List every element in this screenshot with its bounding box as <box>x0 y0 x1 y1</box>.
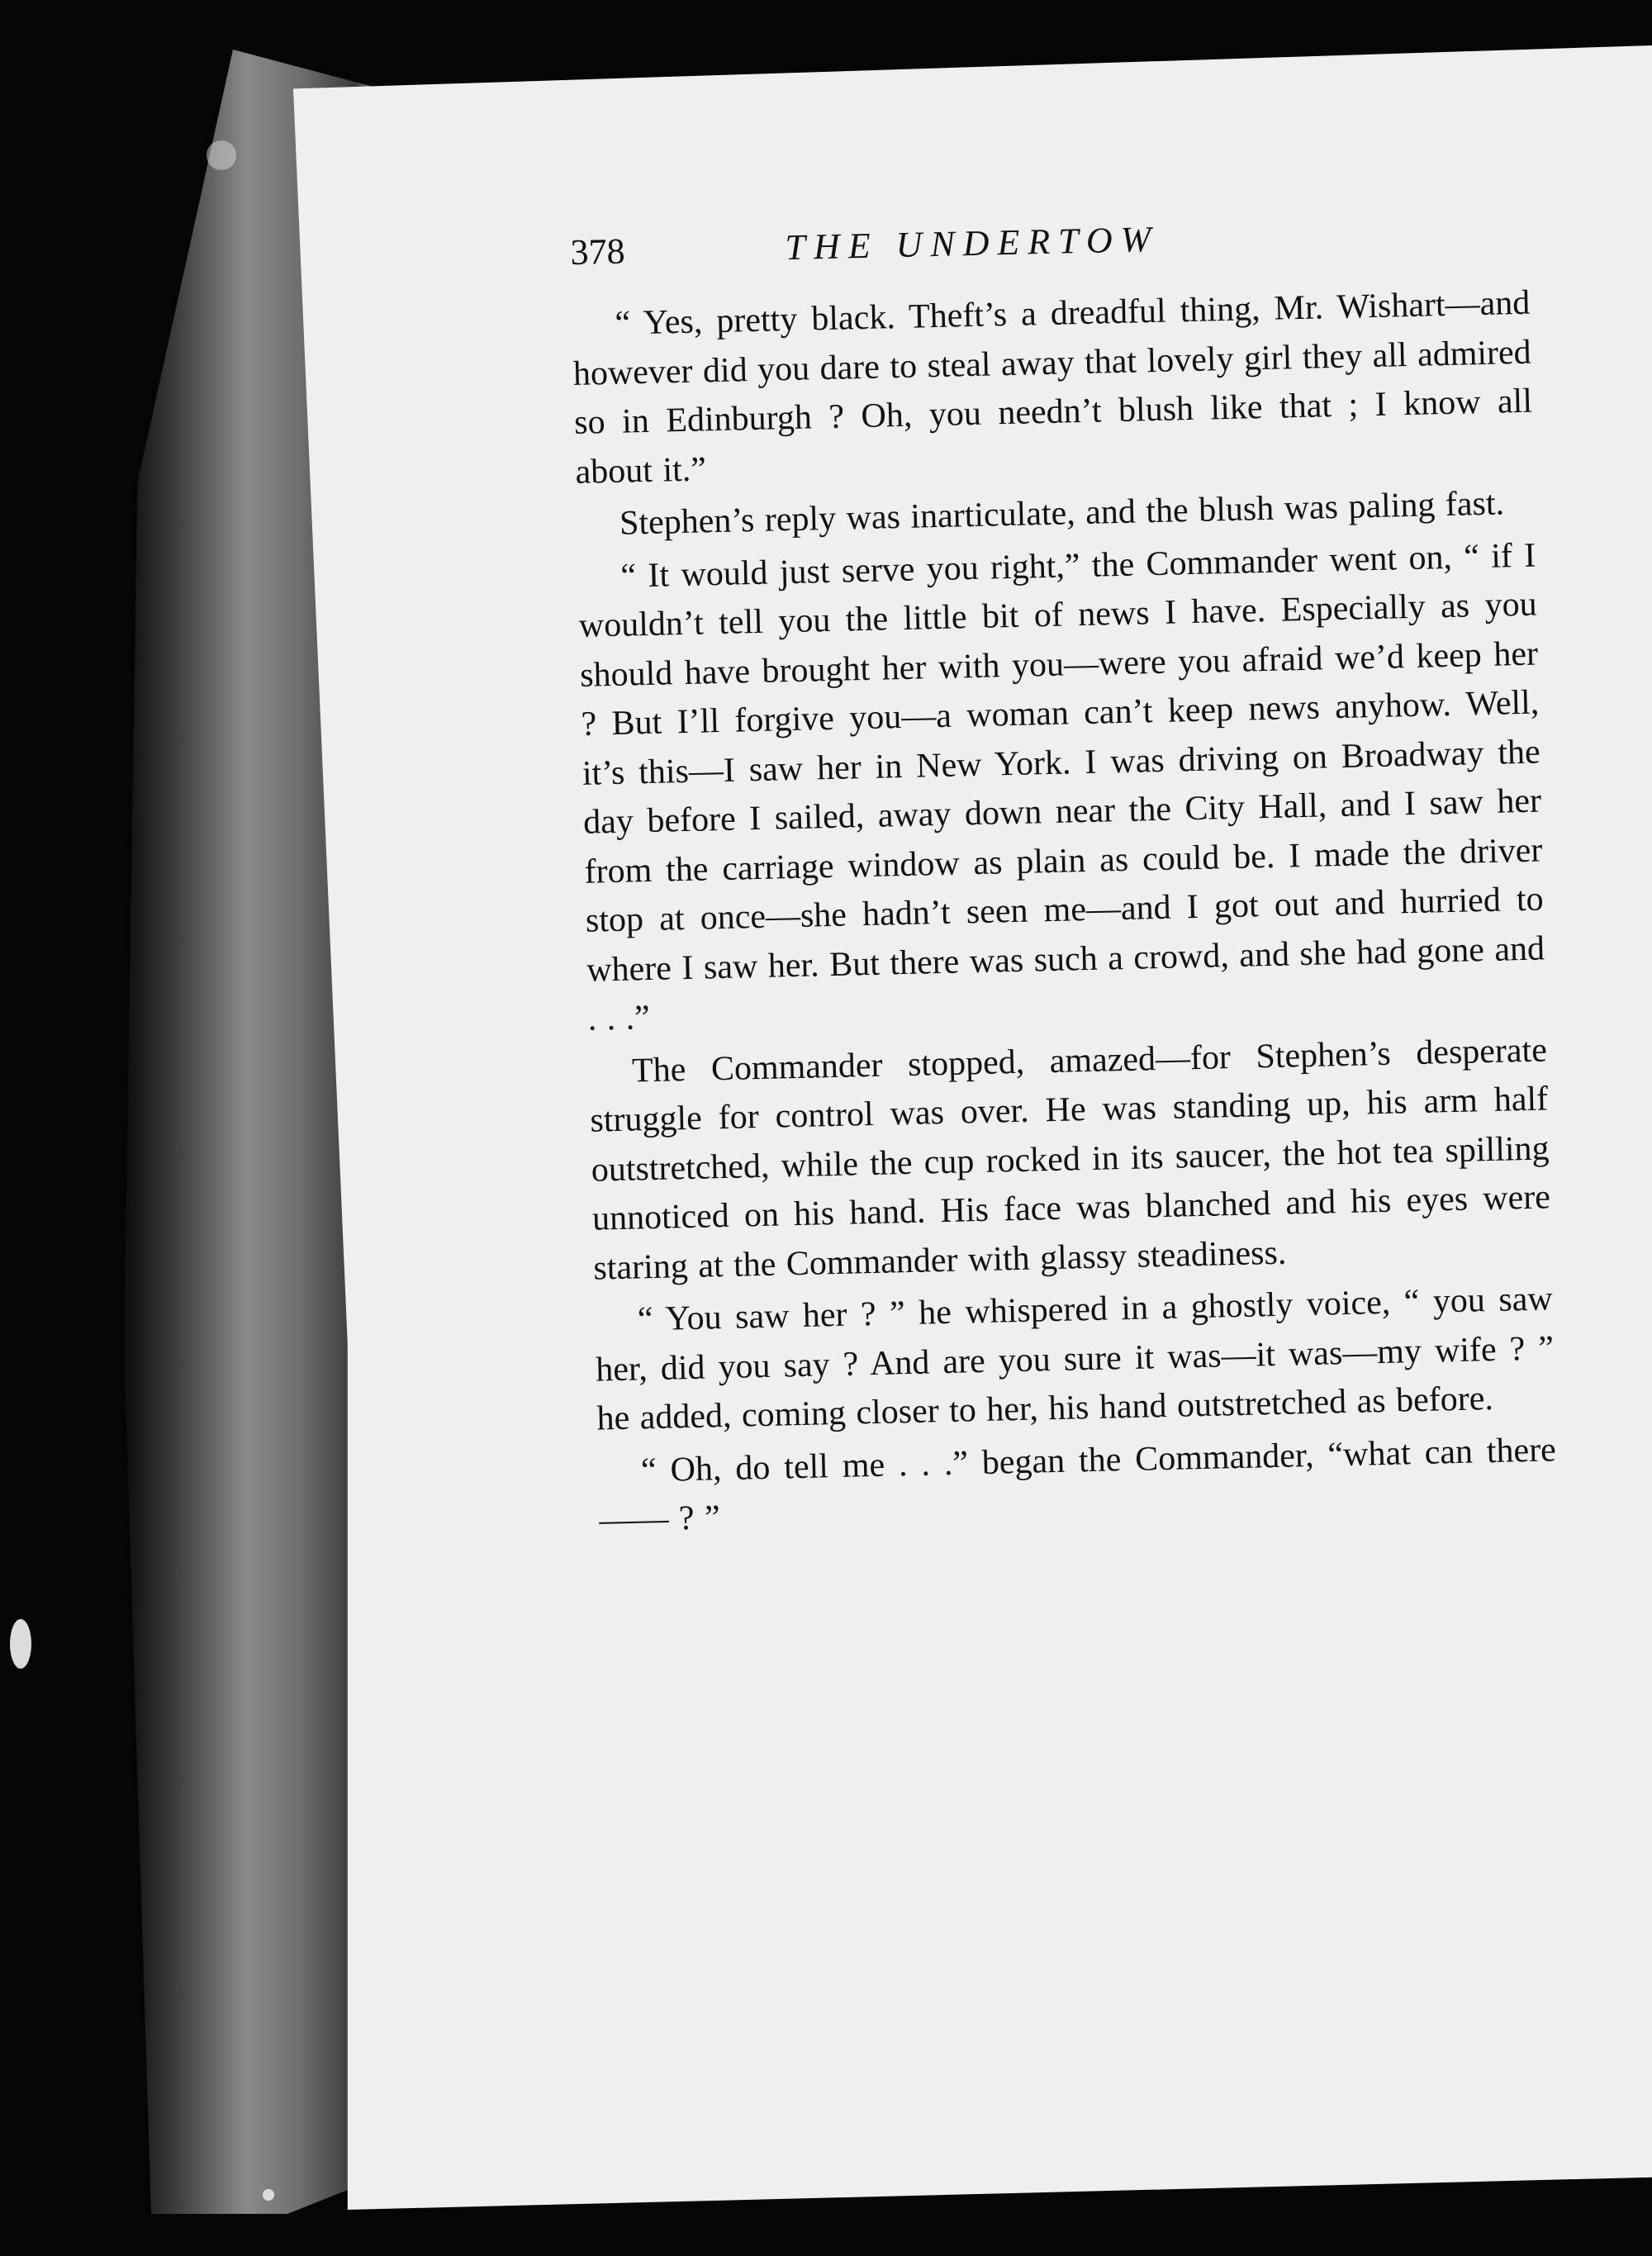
page-number: 378 <box>570 230 626 273</box>
paragraph: “ Yes, pretty black. Theft’s a dreadful thing, Mr. Wishart—and however did you dare to steal away that lovely girl they all admired so in Edinburgh ? Oh, you needn’t blush like that ; I know all about it.” <box>572 283 1533 492</box>
paragraph: “ You saw her ? ” he whispered in a ghostly voice, “ you saw her, did you say ? And are you sure it was—it was—my wife ? ” he added, coming closer to her, his hand outstretched as before. <box>595 1280 1555 1438</box>
running-title: THE UNDERTOW <box>784 218 1160 268</box>
paragraph: The Commander stopped, amazed—for Stephen’s desperate struggle for control was over. He was standing up, his arm half outstretched, while the cup rocked in its saucer, the hot tea spilling unnoticed on his hand. His face was blanched and his eyes were staring at the Commander with glassy steadiness. <box>589 1030 1551 1288</box>
paragraph: “ It would just serve you right,” the Commander went on, “ if I wouldn’t tell you the little bit of news I have. Especially as you should have brought her with you—were you afraid we’d keep her ? But I’ll forgive you—a woman can’t keep news anyhow. Well, it’s this—I saw her in New York. I was driving on Broadway the day before I sailed, away down near the City Hall, and I saw her from the carriage window as plain as could be. I made the driver stop at once—she hadn’t seen me—and I got out and hurried to where I saw her. But there was such a crowd, and she had gone and . . .” <box>578 536 1545 1038</box>
page-content <box>570 210 1558 1549</box>
dust-speck <box>206 140 236 170</box>
dust-speck <box>263 2189 274 2201</box>
paragraph: “ Oh, do tell me . . .” began the Commander, “what can there —— ? ” <box>598 1430 1557 1540</box>
paragraph: Stephen’s reply was inarticulate, and the blush was paling fast. <box>619 484 1505 543</box>
dust-speck <box>10 1619 31 1669</box>
